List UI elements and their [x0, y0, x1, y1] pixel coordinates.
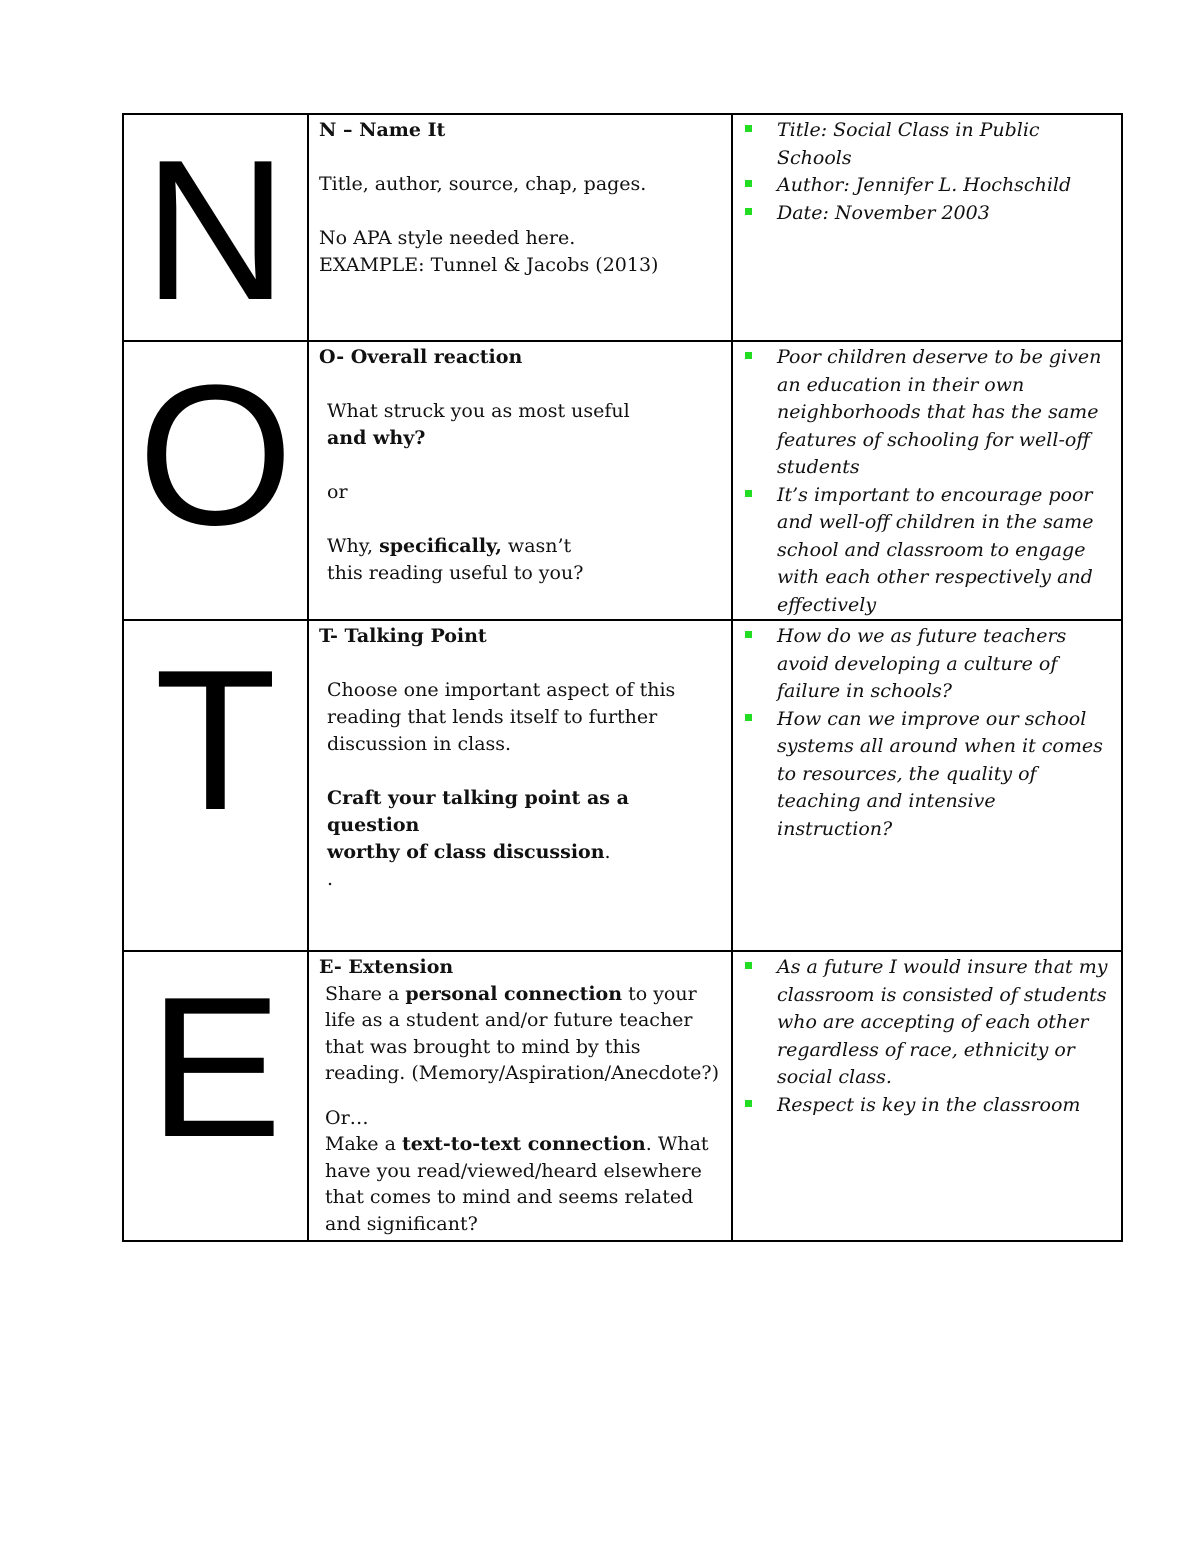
answer-cell-t — [732, 620, 1122, 951]
square-bullet-icon — [745, 208, 752, 215]
prompt-cell-e: E- Extension Share a personal connection to your life as a student and/or future teacher that was brought to mind by this reading. (Memory/Aspiration/Anecdote?) Or… Make a text-to-text connection. What have you read/viewed/heard elsewhere that comes to mind and seems related and significant? — [308, 951, 732, 1241]
prompt-text: discussion in class. — [327, 733, 512, 755]
heading-talking-point: T- Talking Point — [319, 625, 487, 647]
heading-overall-reaction: O- Overall reaction — [319, 346, 523, 368]
square-bullet-icon — [745, 352, 752, 359]
big-letter-n: N — [143, 119, 288, 342]
prompt-emphasis: Craft your talking point as a question — [327, 787, 629, 836]
prompt-emphasis: worthy of class discussion — [327, 841, 605, 863]
answer-item: It’s important to encourage poor and well-off children in the same school and classroom to engage with each other respectively and effectively — [743, 482, 1115, 620]
prompt-emphasis: text-to-text connection — [401, 1133, 646, 1155]
big-letter-e: E — [148, 956, 283, 1179]
prompt-text: reading that lends itself to further — [327, 706, 658, 728]
prompt-text: or — [327, 481, 348, 503]
big-letter-t: T — [154, 629, 277, 852]
square-bullet-icon — [745, 125, 752, 132]
letter-cell-t — [123, 620, 308, 951]
prompt-emphasis: and why? — [327, 427, 426, 449]
prompt-cell-t: T- Talking Point Choose one important aspect of this reading that lends itself to further discussion in class. Craft your talking point as a question worthy of class discussion. . — [308, 620, 732, 951]
answer-item: Poor children deserve to be given an education in their own neighborhoods that has the same features of schooling for well-off students — [743, 344, 1115, 482]
answer-item: How do we as future teachers avoid developing a culture of failure in schools? — [743, 623, 1115, 706]
answer-item: As a future I would insure that my classroom is consisted of students who are accepting of each other regardless of race, ethnicity or social class. — [743, 954, 1115, 1092]
prompt-text: Choose one important aspect of this — [327, 679, 676, 701]
answer-cell-n — [732, 114, 1122, 341]
prompt-text: Or… — [325, 1106, 369, 1129]
letter-cell-n — [123, 114, 308, 341]
answer-item: How can we improve our school systems all around when it comes to resources, the quality of teaching and intensive instruction? — [743, 706, 1115, 844]
big-letter-o: O — [137, 344, 294, 567]
letter-cell-e — [123, 951, 308, 1241]
answer-item: Title: Social Class in Public Schools — [743, 117, 1115, 172]
answer-item: Respect is key in the classroom — [743, 1092, 1115, 1120]
square-bullet-icon — [745, 490, 752, 497]
answer-item: Date: November 2003 — [743, 200, 1115, 228]
square-bullet-icon — [745, 1100, 752, 1107]
note-worksheet-table — [122, 113, 1123, 1242]
prompt-text: What struck you as most useful — [327, 400, 630, 422]
row-name-it — [123, 114, 1122, 341]
square-bullet-icon — [745, 180, 752, 187]
letter-cell-o — [123, 341, 308, 620]
heading-extension: E- Extension — [319, 956, 454, 978]
row-talking-point — [123, 620, 1122, 951]
row-overall-reaction — [123, 341, 1122, 620]
prompt-emphasis: personal connection — [405, 982, 623, 1005]
answer-cell-e — [732, 951, 1122, 1241]
prompt-text: EXAMPLE: Tunnel & Jacobs (2013) — [319, 254, 659, 276]
answer-cell-o — [732, 341, 1122, 620]
prompt-text: . — [327, 868, 334, 890]
square-bullet-icon — [745, 714, 752, 721]
prompt-text: No APA style needed here. — [319, 227, 576, 249]
square-bullet-icon — [745, 631, 752, 638]
answer-item: Author: Jennifer L. Hochschild — [743, 172, 1115, 200]
row-extension — [123, 951, 1122, 1241]
prompt-cell-o: O- Overall reaction What struck you as most useful and why? or Why, specifically, wasn’t this reading useful to you? — [308, 341, 732, 620]
prompt-emphasis: specifically, — [379, 535, 502, 557]
prompt-text: Title, author, source, chap, pages. — [319, 173, 647, 195]
square-bullet-icon — [745, 962, 752, 969]
prompt-cell-n — [308, 114, 732, 341]
prompt-text: this reading useful to you? — [327, 562, 584, 584]
heading-name-it: N – Name It — [319, 119, 446, 141]
